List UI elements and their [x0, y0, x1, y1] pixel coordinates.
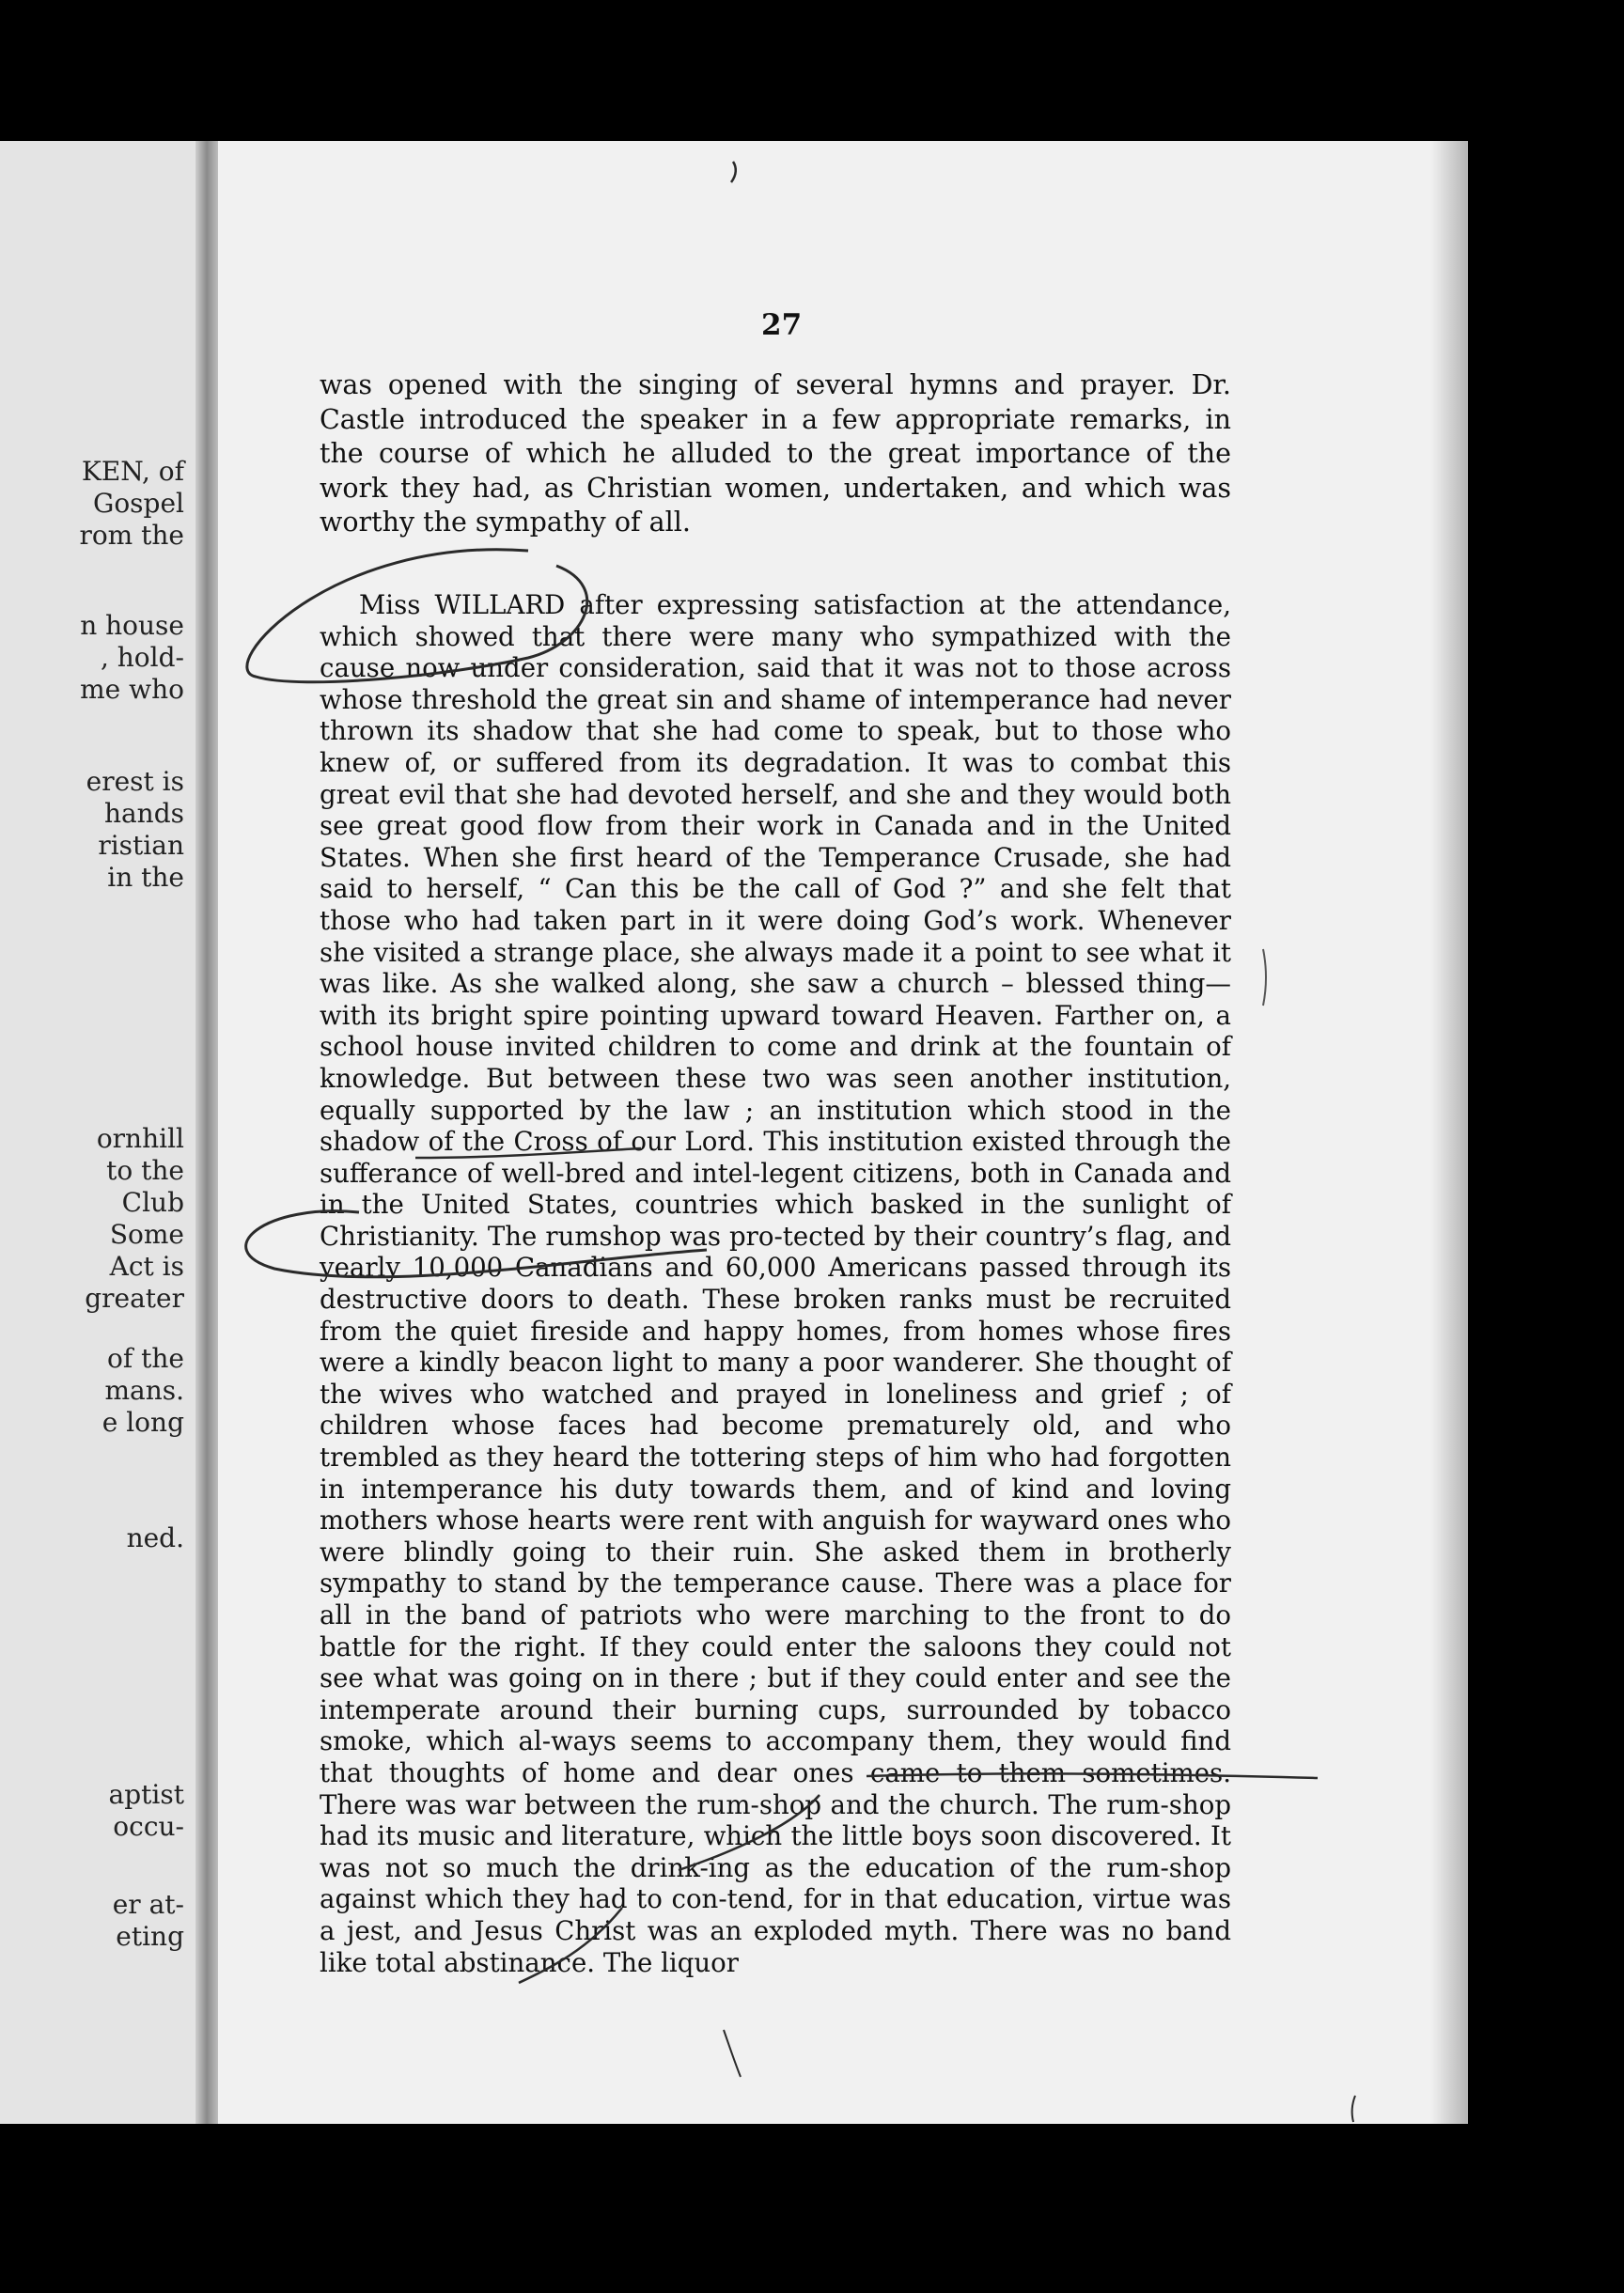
- page-edge-shadow: [1430, 141, 1468, 2124]
- facing-page-line: Act is: [109, 1251, 184, 1282]
- facing-page-line: Some: [109, 1219, 184, 1250]
- ink-mark: [1352, 2096, 1355, 2122]
- facing-page-line: , hold-: [100, 642, 184, 673]
- facing-page-line: er at-: [112, 1889, 184, 1920]
- facing-page-line: hands: [103, 798, 184, 829]
- facing-page: [0, 141, 195, 2124]
- main-paragraph: [320, 589, 1231, 1978]
- ink-mark: [724, 2030, 741, 2077]
- facing-page-line: ned.: [126, 1522, 184, 1553]
- facing-page-line: greater: [85, 1283, 184, 1314]
- ink-mark: [731, 162, 736, 182]
- facing-page-line: ristian: [98, 830, 184, 861]
- facing-page-line: mans.: [104, 1375, 184, 1406]
- main-paragraph-text: Miss WILLARD after expressing satisfaction at the attendance, which showed that there were many who sympathized with the cause now under consideration, said that it was not to those across whose threshold the great sin and shame of intemperance had never thrown its shadow that she had come to speak, but to those who knew of, or suffered from its degradation. It was to combat this great evil that she had devoted herself, and she and they would both see great good flow from their work in Canada and in the United States. When she first heard of the Temperance Crusade, she had said to herself, “ Can this be the call of God ?” and she felt that those who had taken part in it were doing God’s work. Whenever she visited a strange place, she always made it a point to see what it was like. As she walked along, she saw a church – blessed thing—with its bright spire pointing upward toward Heaven. Farther on, a school house invited children to come and drink at the fountain of knowledge. But between these two was seen another institution, equally supported by the law ; an institution which stood in the shadow of the Cross of our Lord. This institution existed through the sufferance of well-bred and intel-legent citizens, both in Canada and in the United States, countries which basked in the sunlight of Christianity. The rumshop was pro-tected by their country’s flag, and yearly 10,000 Canadians and 60,000 Americans passed through its destructive doors to death. These broken ranks must be recruited from the quiet fireside and happy homes, from homes whose fires were a kindly beacon light to many a poor wanderer. She thought of the wives who watched and prayed in loneliness and grief ; of children whose faces had become prematurely old, and who trembled as they heard the tottering steps of him who had forgotten in intemperance his duty towards them, and of kind and loving mothers whose hearts were rent with anguish for wayward ones who were blindly going to their ruin. She asked them in brotherly sympathy to stand by the temperance cause. There was a place for all in the band of patriots who were marching to the front to do battle for the right. If they could enter the saloons they could not see what was going on in there ; but if they could enter and see the intemperate around their burning cups, surrounded by tobacco smoke, which al-ways seems to accompany them, they would find that thoughts of home and dear ones came to them sometimes. There was war between the rum-shop and the church. The rum-shop had its music and literature, which the little boys soon discovered. It was not so much the drink-ing as the education of the rum-shop against which they had to con-tend, for in that education, virtue was a jest, and Jesus Christ was an exploded myth. There was no band like total abstinance. The liquor: [320, 589, 1231, 1978]
- facing-page-line: KEN, of: [81, 456, 184, 487]
- facing-page-line: eting: [116, 1921, 184, 1952]
- facing-page-line: rom the: [79, 520, 184, 551]
- facing-page-line: ornhill: [96, 1123, 184, 1154]
- intro-paragraph-text: was opened with the singing of several hymns and prayer. Dr. Castle introduced the speaker in a few appropriate remarks, in the course of which he alluded to the great importance of the work they had, as Christian women, undertaken, and which was worthy the sympathy of all.: [320, 369, 1231, 538]
- facing-page-line: erest is: [86, 766, 184, 797]
- facing-page-line: in the: [107, 862, 184, 893]
- book-page: [218, 141, 1468, 2124]
- facing-page-line: me who: [80, 674, 184, 705]
- intro-paragraph: [320, 368, 1231, 540]
- facing-page-line: to the: [106, 1155, 184, 1186]
- facing-page-line: of the: [107, 1343, 184, 1374]
- facing-page-line: e long: [102, 1407, 184, 1438]
- facing-page-line: Gospel: [92, 488, 184, 519]
- page-number: 27: [761, 308, 803, 342]
- facing-page-line: n house: [80, 610, 184, 641]
- facing-page-line: aptist: [108, 1779, 184, 1810]
- ink-mark: [1263, 949, 1266, 1006]
- facing-page-line: Club: [121, 1187, 184, 1218]
- facing-page-line: occu-: [113, 1811, 184, 1842]
- book-gutter: [195, 141, 218, 2124]
